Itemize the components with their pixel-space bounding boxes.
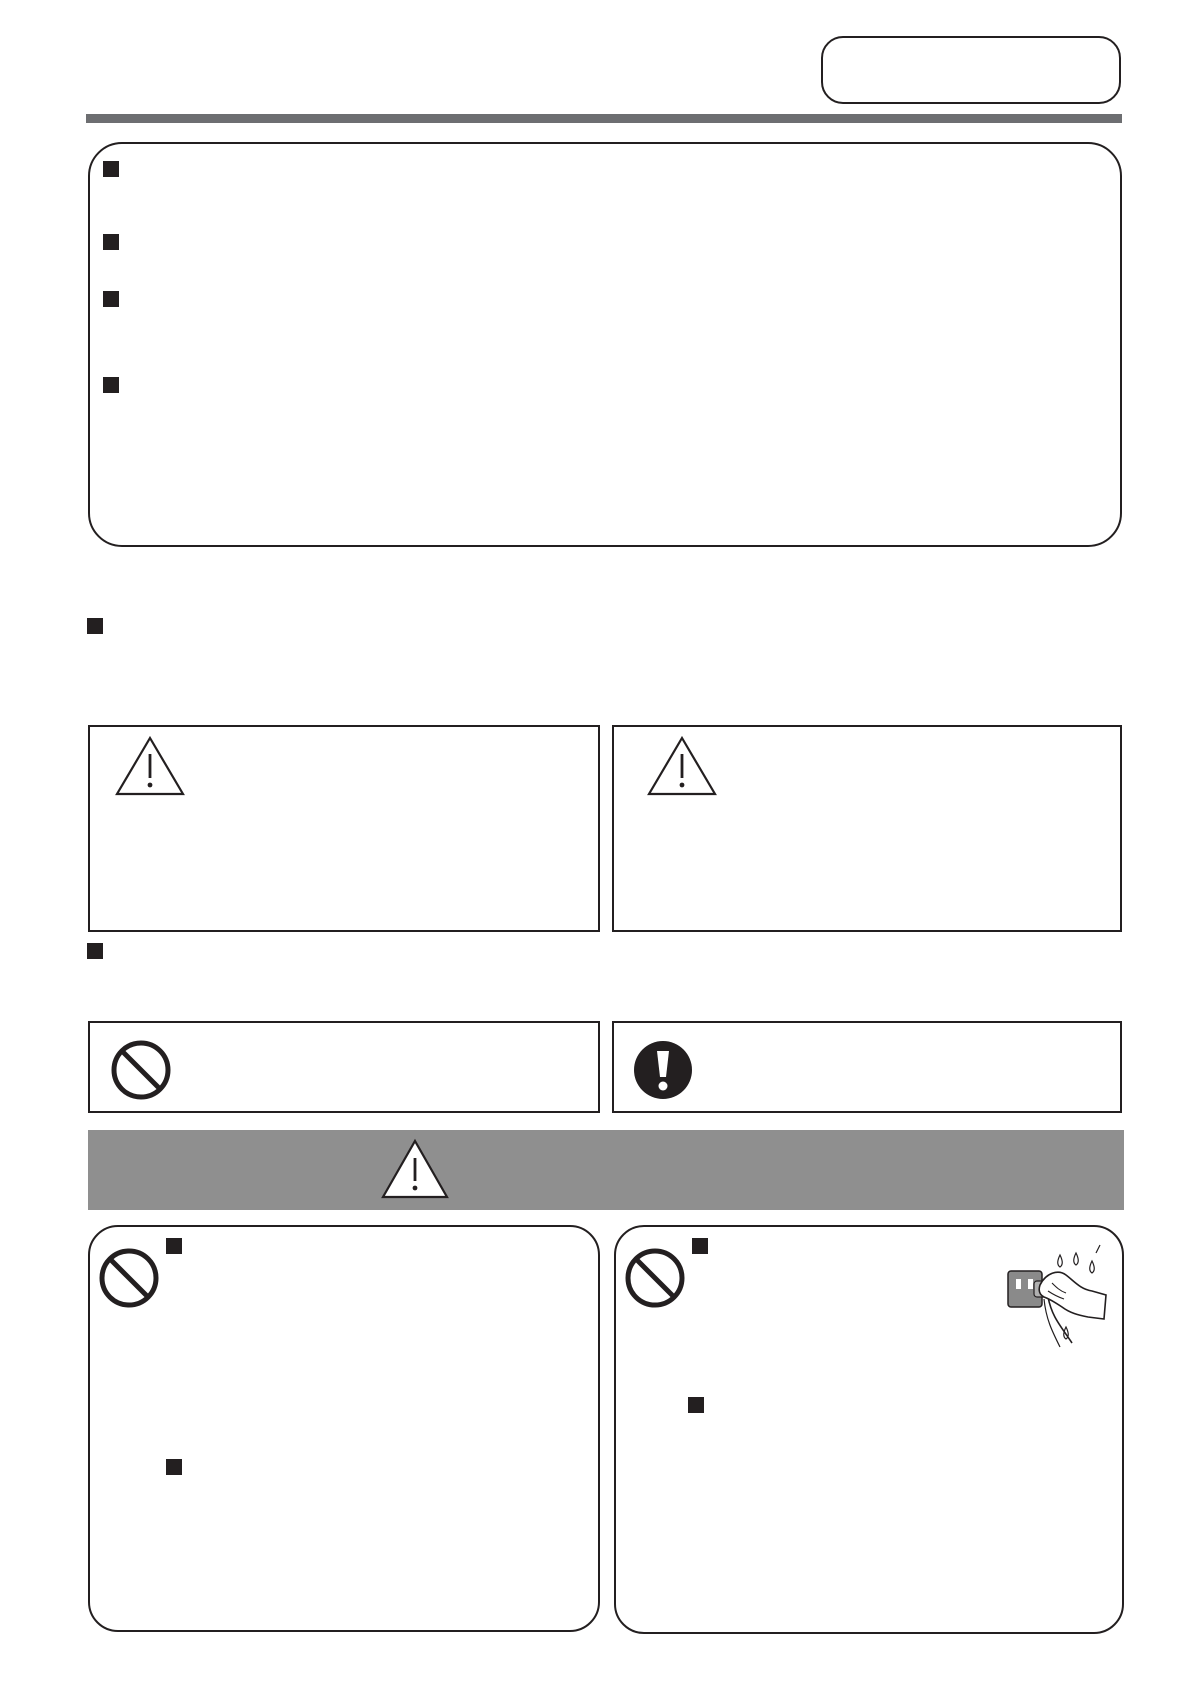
bottom-panel-right [614,1225,1124,1634]
symbol-panel-mandatory [612,1021,1122,1113]
square-bullet-icon [103,291,119,307]
square-bullet-icon [692,1238,708,1254]
square-bullet-icon [103,234,119,250]
prohibition-icon [98,1247,160,1309]
warning-triangle-icon [380,1138,450,1200]
intro-box [88,142,1122,547]
square-bullet-icon [103,161,119,177]
warning-banner [88,1130,1124,1210]
prohibition-icon [110,1039,172,1101]
hazard-panel-right [612,725,1122,932]
symbol-panel-prohibited [88,1021,600,1113]
square-bullet-icon [103,377,119,393]
warning-triangle-icon [114,735,186,797]
square-bullet-icon [87,943,103,959]
header-tab [821,36,1121,104]
square-bullet-icon [688,1397,704,1413]
warning-triangle-icon [646,735,718,797]
prohibition-icon [624,1247,686,1309]
mandatory-action-icon [632,1039,694,1101]
square-bullet-icon [166,1238,182,1254]
square-bullet-icon [166,1459,182,1475]
square-bullet-icon [87,618,103,634]
wet-hand-plug-icon [1000,1239,1110,1349]
hazard-panel-left [88,725,600,932]
bottom-panel-left [88,1225,600,1632]
header-rule [86,114,1122,123]
